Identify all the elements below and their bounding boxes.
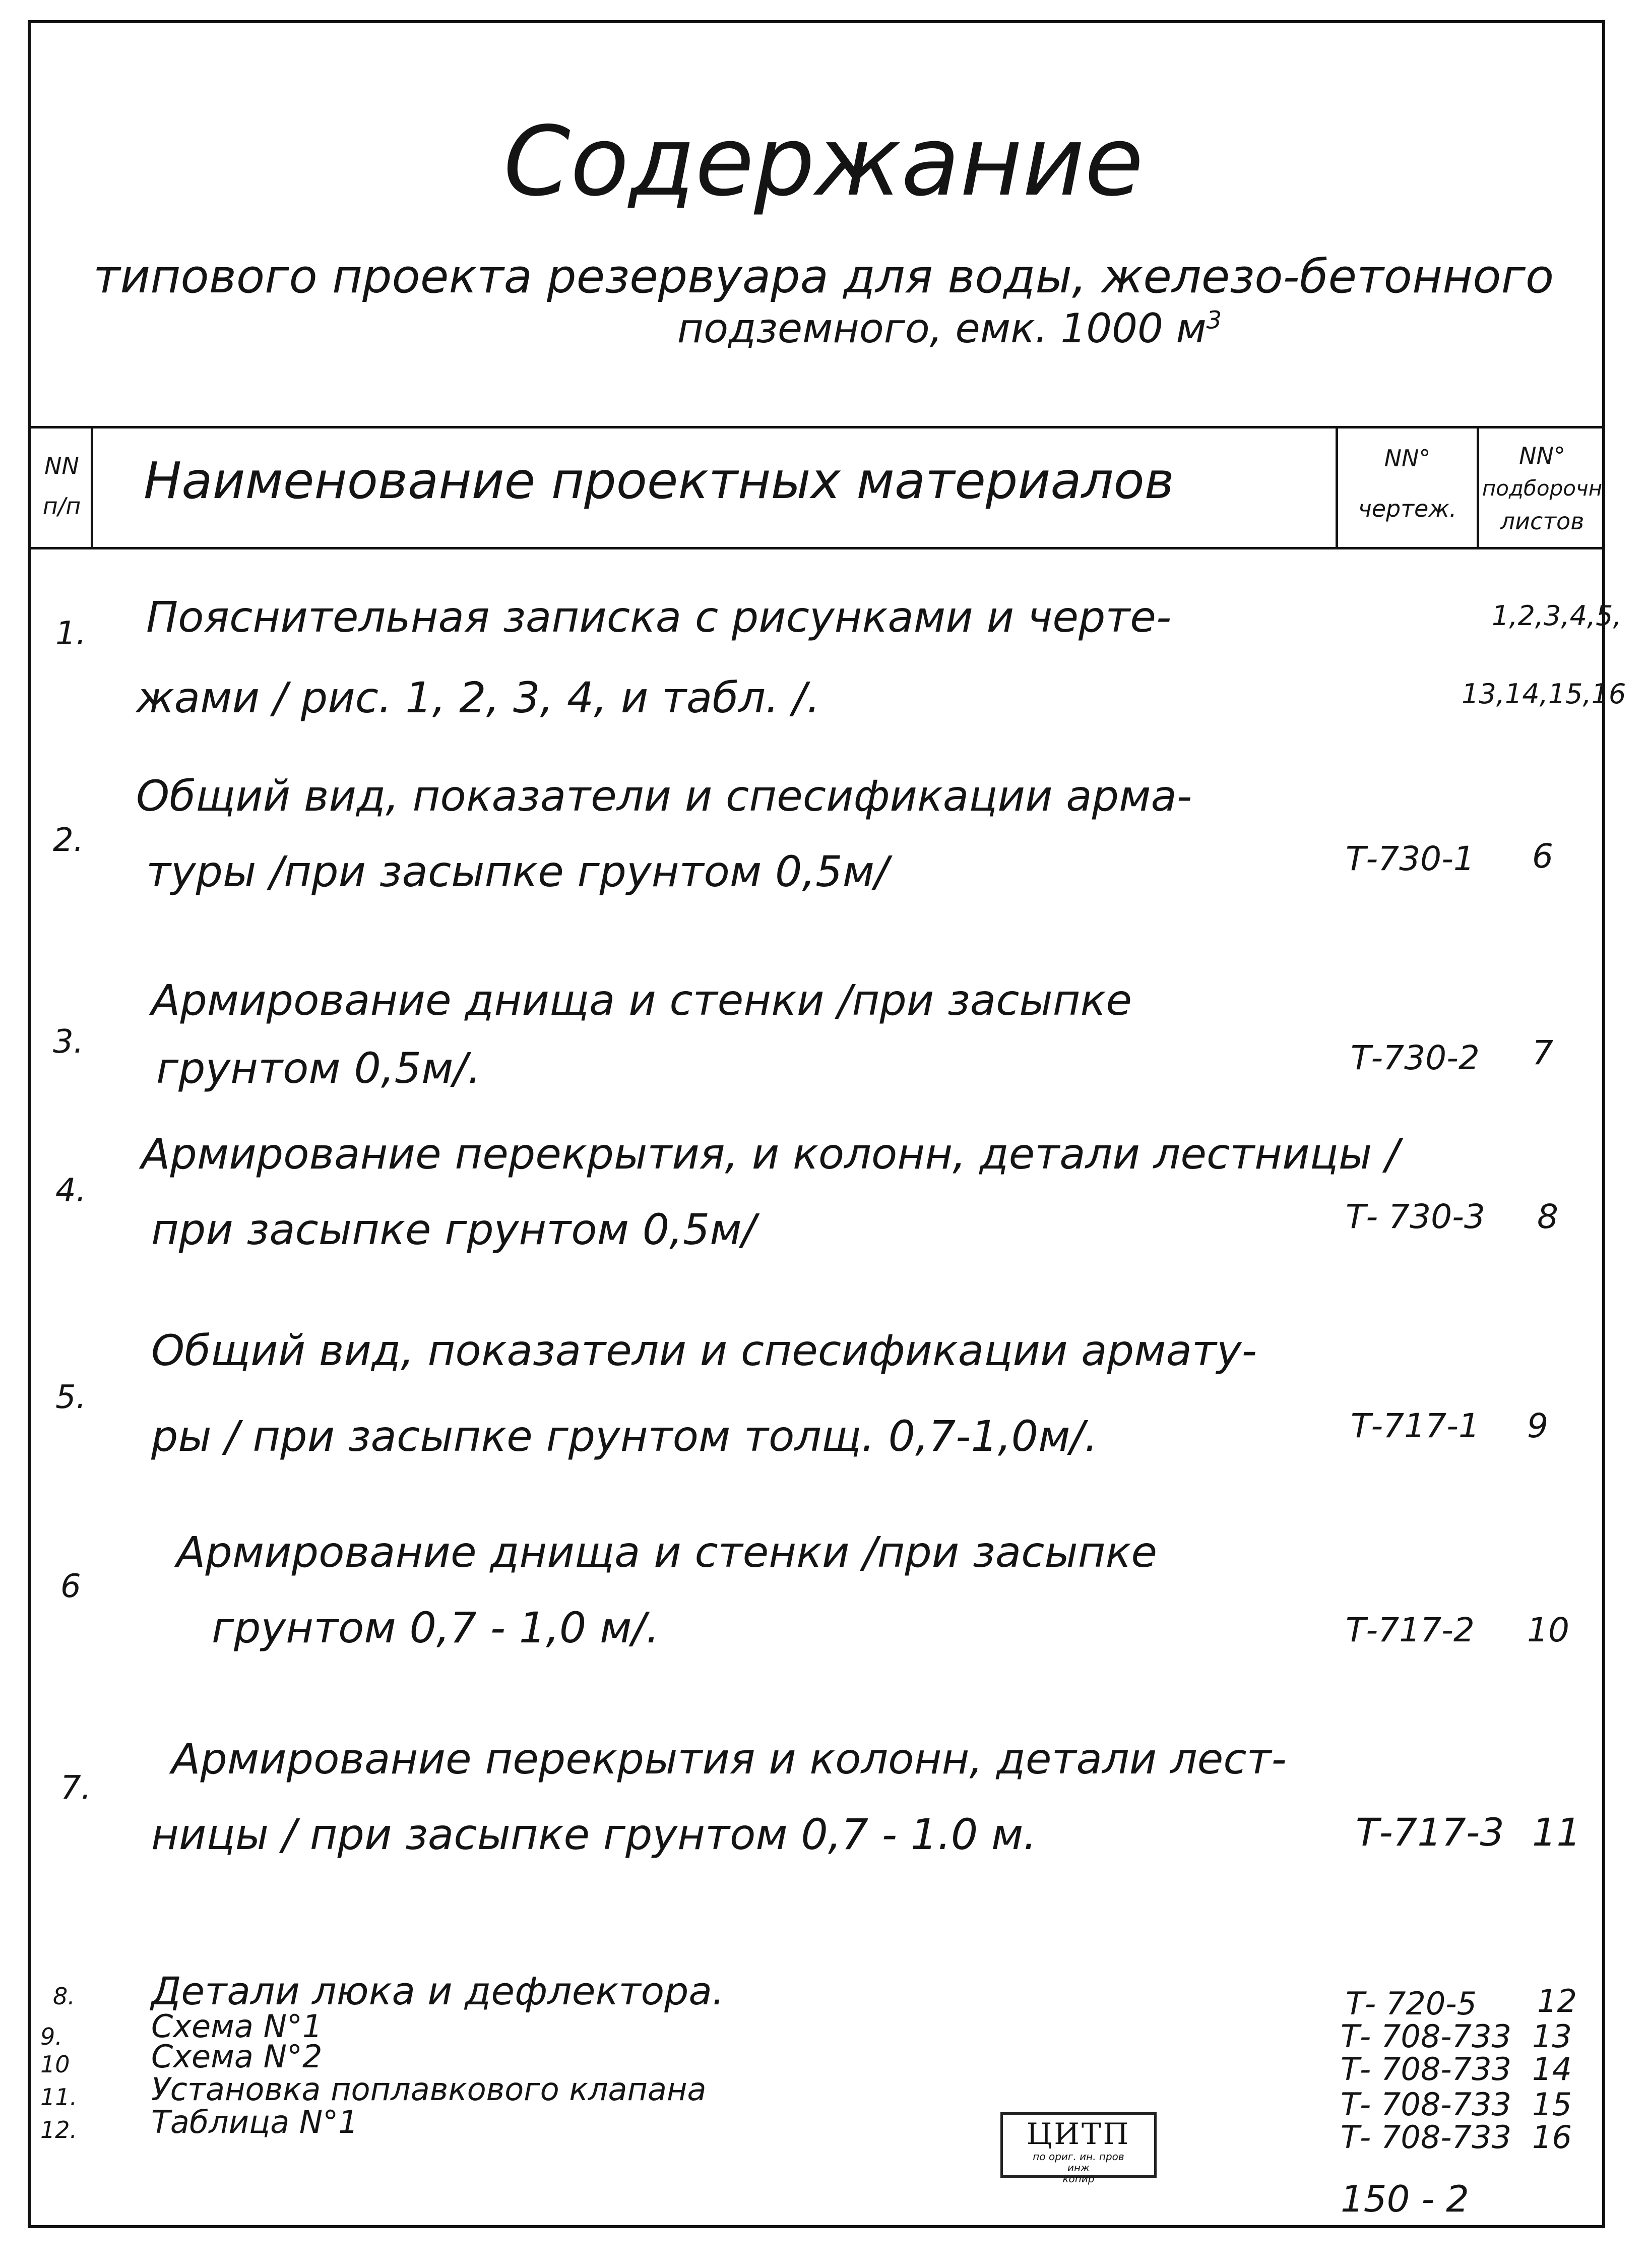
row-12-sheets: 16 [1532, 2119, 1572, 2156]
row-5-drawing: Т-717-1 [1351, 1406, 1480, 1445]
row-12-name: Таблица N°1 [151, 2104, 358, 2140]
header-num-line-1: NN [44, 452, 79, 479]
stamp-line-1: по ориг. ин. пров [1033, 2151, 1124, 2163]
row-6-line-2: грунтом 0,7 - 1,0 м/. [212, 1603, 660, 1652]
row-9-name: Схема N°1 [151, 2008, 323, 2045]
row-4-number: 4. [55, 1172, 87, 1209]
archive-stamp [1000, 2112, 1157, 2185]
row-3-line-1: Армирование днища и стенки /при засыпке [151, 975, 1132, 1025]
row-4-drawing: Т- 730-3 [1346, 1197, 1485, 1236]
header-sheets-line-2: подборочн [1482, 476, 1603, 501]
row-6-drawing: Т-717-2 [1346, 1611, 1475, 1649]
row-9-sheets: 13 [1532, 2018, 1572, 2055]
row-11-drawing: Т- 708-733 [1341, 2086, 1512, 2123]
row-7-drawing: Т-717-3 [1356, 1810, 1504, 1855]
row-4-line-1: Армирование перекрытия, и колонн, детали лестницы / [141, 1129, 1400, 1179]
row-4-line-2: при засыпке грунтом 0,5м/ [151, 1205, 756, 1254]
row-1-sheets-line-2: 13,14,15,16 [1462, 678, 1626, 710]
stamp-line-2: инж [1067, 2162, 1090, 2174]
row-2-sheets: 6 [1532, 837, 1553, 876]
row-10-sheets: 14 [1532, 2051, 1572, 2088]
row-2-line-1: Общий вид, показатели и спесификации арма- [136, 771, 1192, 821]
row-1-sheets-line-1: 1,2,3,4,5, [1492, 600, 1622, 632]
column-divider-sheets [1477, 426, 1479, 549]
row-5-line-2: ры / при засыпке грунтом толщ. 0,7-1,0м/. [151, 1412, 1098, 1461]
row-1-line-1: Пояснительная записка с рисунками и черте- [146, 592, 1172, 642]
heading-divider [28, 426, 1605, 428]
row-7-line-1: Армирование перекрытия и колонн, детали лест- [171, 1734, 1287, 1784]
row-9-drawing: Т- 708-733 [1341, 2018, 1512, 2055]
header-row-divider [28, 547, 1605, 549]
subtitle-line-1: типового проекта резервуара для воды, железо-бетонного [93, 250, 1554, 303]
column-divider-drawing [1336, 426, 1338, 549]
row-7-line-2: ницы / при засыпке грунтом 0,7 - 1.0 м. [151, 1810, 1037, 1859]
row-8-drawing: Т- 720-5 [1346, 1985, 1477, 2022]
row-7-sheets: 11 [1532, 1810, 1581, 1855]
header-sheets-line-3: листов [1500, 508, 1585, 535]
stamp-line-3: копир [1062, 2173, 1095, 2185]
row-10-drawing: Т- 708-733 [1341, 2051, 1512, 2088]
row-4-sheets: 8 [1537, 1197, 1558, 1236]
row-8-sheets: 12 [1537, 1983, 1577, 2019]
row-10-number: 10 [40, 2051, 70, 2078]
row-3-number: 3. [53, 1023, 84, 1061]
header-sheets-line-1: NN° [1519, 442, 1565, 469]
header-name: Наименование проектных материалов [144, 451, 1174, 510]
row-3-drawing: Т-730-2 [1351, 1038, 1480, 1077]
row-12-number: 12. [40, 2116, 78, 2143]
subtitle-superscript: 3 [1206, 306, 1222, 335]
subtitle-line-2-text: подземного, емк. 1000 м [677, 305, 1207, 352]
row-6-line-1: Армирование днища и стенки /при засыпке [176, 1527, 1158, 1577]
row-3-sheets: 7 [1532, 1033, 1553, 1072]
page-title: Содержание [503, 106, 1144, 217]
row-5-number: 5. [55, 1379, 87, 1416]
row-1-line-2: жами / рис. 1, 2, 3, 4, и табл. /. [136, 673, 820, 722]
row-3-line-2: грунтом 0,5м/. [156, 1044, 481, 1093]
footer-code: 150 - 2 [1341, 2178, 1469, 2220]
row-9-number: 9. [40, 2023, 62, 2050]
row-8-number: 8. [53, 1983, 75, 2010]
header-drawing-line-1: NN° [1384, 445, 1431, 472]
row-2-drawing: Т-730-1 [1346, 839, 1475, 878]
row-11-number: 11. [40, 2083, 78, 2111]
row-10-name: Схема N°2 [151, 2038, 323, 2075]
subtitle-line-2 [0, 305, 1647, 352]
header-num-line-2: п/п [42, 493, 81, 520]
row-5-sheets: 9 [1527, 1406, 1548, 1445]
row-5-line-1: Общий вид, показатели и спесификации армату- [151, 1326, 1257, 1375]
row-1-number: 1. [55, 615, 87, 652]
row-8-name: Детали люка и дефлектора. [151, 1969, 725, 2013]
row-11-name: Установка поплавкового клапана [151, 2071, 707, 2108]
row-2-line-2: туры /при засыпке грунтом 0,5м/ [146, 847, 889, 896]
header-drawing-line-2: чертеж. [1358, 495, 1457, 522]
stamp-title: ЦИТП [1026, 2117, 1131, 2151]
row-6-number: 6 [60, 1568, 81, 1605]
row-2-number: 2. [53, 822, 84, 859]
row-7-number: 7. [60, 1769, 92, 1807]
row-11-sheets: 15 [1532, 2086, 1572, 2123]
row-12-drawing: Т- 708-733 [1341, 2119, 1512, 2156]
column-divider-num [91, 426, 93, 549]
row-6-sheets: 10 [1527, 1611, 1569, 1649]
